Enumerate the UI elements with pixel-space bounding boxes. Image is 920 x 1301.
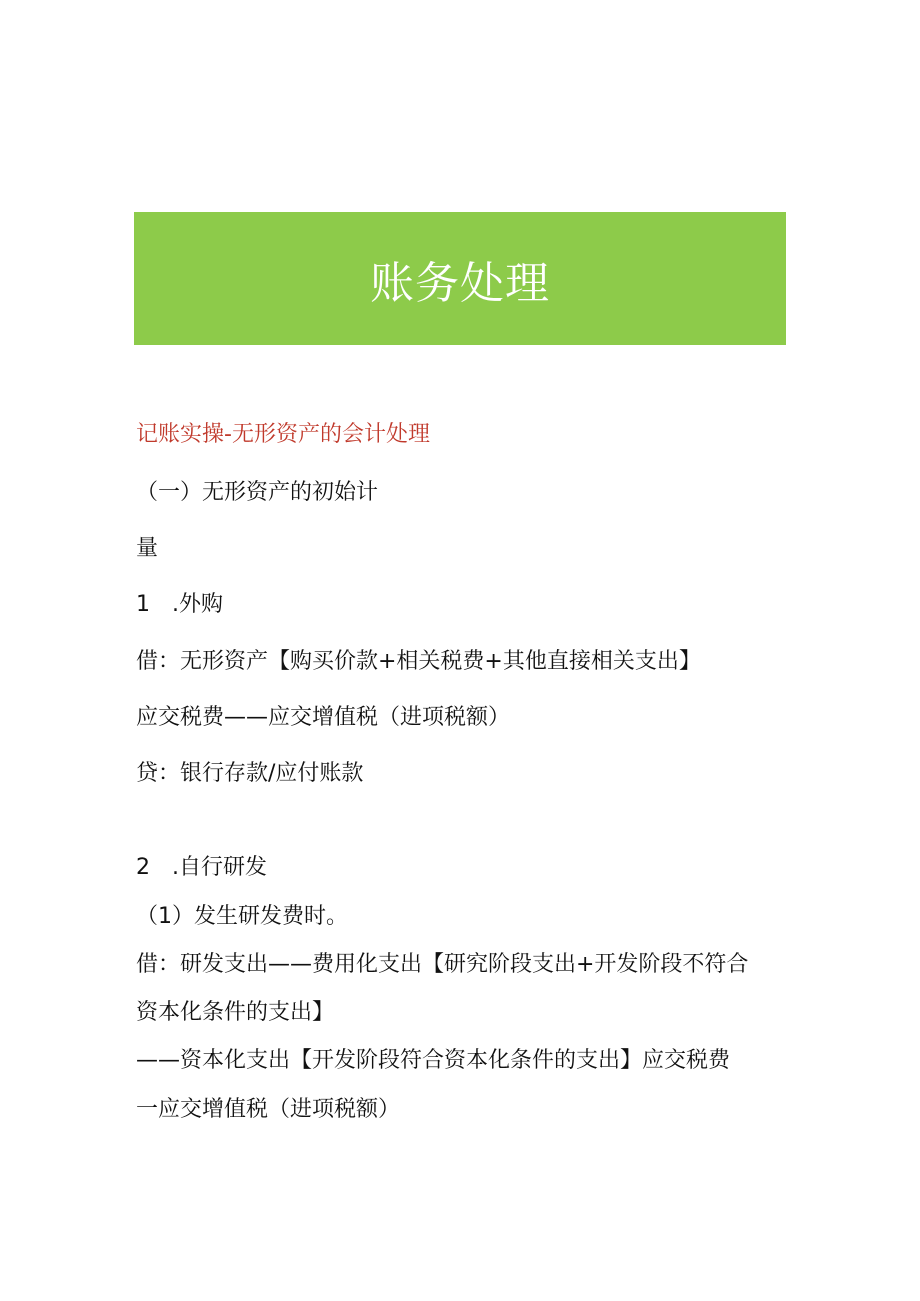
item1-credit-entry: 贷：银行存款/应付账款	[136, 761, 364, 786]
sub-heading-continuation: 量	[136, 536, 159, 561]
title-banner	[134, 212, 786, 345]
item2-debit-entry-line2: 资本化条件的支出】	[136, 1000, 335, 1025]
item1-debit-entry: 借：无形资产【购买价款+相关税费+其他直接相关支出】	[136, 649, 701, 674]
item2-capitalized-entry: ——资本化支出【开发阶段符合资本化条件的支出】应交税费	[136, 1048, 731, 1073]
item1-tax-entry: 应交税费——应交增值税（进项税额）	[136, 705, 511, 730]
item2-debit-entry-line1: 借：研发支出——费用化支出【研究阶段支出+开发阶段不符合	[136, 952, 749, 977]
item1-title: 1 .外购	[136, 592, 223, 617]
banner-title: 账务处理	[370, 257, 550, 309]
item2-title: 2 .自行研发	[136, 855, 267, 880]
section-heading: 记账实操-无形资产的会计处理	[136, 422, 430, 447]
sub-heading: （一）无形资产的初始计	[136, 480, 379, 505]
item2-subitem: （1）发生研发费时。	[136, 904, 348, 929]
item2-tax-entry: 一应交增值税（进项税额）	[136, 1097, 401, 1122]
